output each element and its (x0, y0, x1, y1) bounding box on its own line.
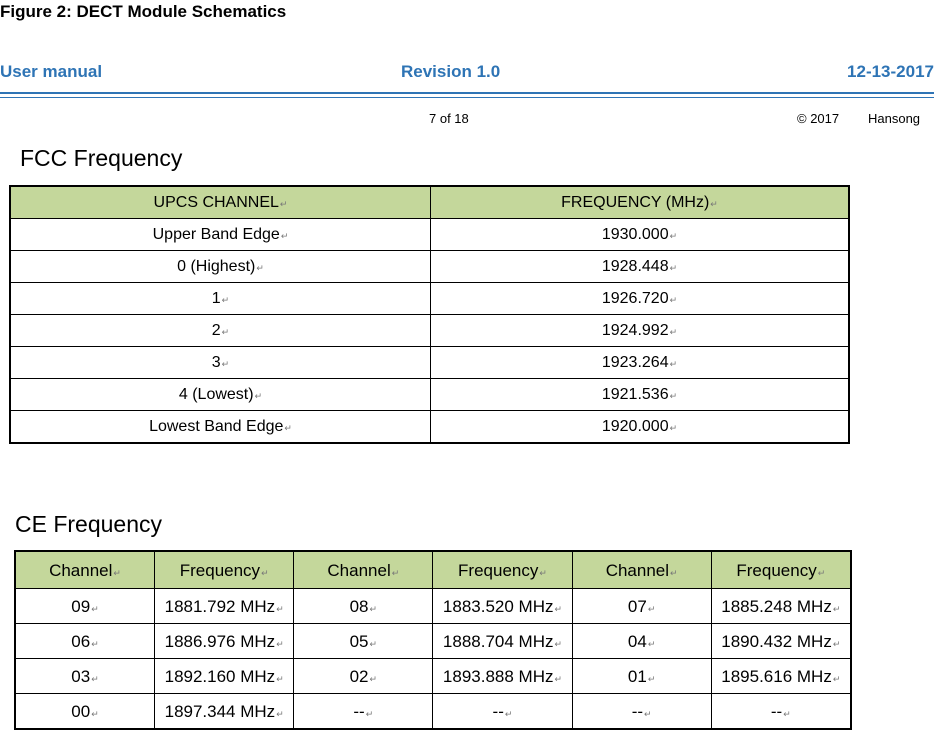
cell-text: 1921.536 (601, 385, 669, 403)
table-row (15, 659, 851, 694)
paragraph-mark-icon: ↵ (669, 422, 678, 433)
table-cell (433, 589, 572, 624)
table-row (10, 251, 849, 283)
paragraph-mark-icon: ↵ (644, 708, 652, 719)
ce-section-title: CE Frequency (15, 511, 163, 537)
paragraph-mark-icon: ↵ (279, 198, 288, 209)
fcc-frequency-table (9, 185, 850, 444)
table-cell (155, 624, 294, 659)
paragraph-mark-icon: ↵ (669, 358, 678, 369)
column-header (10, 186, 431, 219)
table-cell (431, 315, 850, 347)
table-row (15, 624, 851, 659)
paragraph-mark-icon: ↵ (783, 708, 791, 719)
column-header (15, 551, 155, 589)
cell-text: 3 (211, 353, 221, 371)
paragraph-mark-icon: ↵ (391, 567, 400, 578)
table-cell (15, 589, 155, 624)
table-header-row (15, 551, 851, 589)
cell-text: 07 (627, 596, 647, 616)
paragraph-mark-icon: ↵ (832, 638, 841, 649)
cell-text: 1930.000 (601, 225, 669, 243)
header-doc-type: User manual (0, 62, 103, 81)
cell-text: Channel (605, 560, 670, 580)
cell-text: 1888.704 MHz (442, 631, 554, 651)
paragraph-mark-icon: ↵ (669, 262, 678, 273)
cell-text: 03 (71, 666, 91, 686)
table-cell (294, 694, 433, 730)
cell-text: FREQUENCY (MHz) (561, 193, 710, 211)
paragraph-mark-icon: ↵ (91, 603, 99, 614)
paragraph-mark-icon: ↵ (669, 294, 678, 305)
cell-text: -- (353, 701, 365, 721)
table-cell (10, 347, 431, 379)
table-row (10, 283, 849, 315)
paragraph-mark-icon: ↵ (832, 673, 841, 684)
table-row (10, 315, 849, 347)
cell-text: 0 (Highest) (177, 257, 256, 275)
table-cell (433, 659, 572, 694)
cell-text: 08 (349, 596, 369, 616)
cell-text: 1881.792 MHz (164, 596, 276, 616)
paragraph-mark-icon: ↵ (221, 358, 230, 369)
table-cell (294, 624, 433, 659)
paragraph-mark-icon: ↵ (817, 567, 826, 578)
table-cell (10, 251, 431, 283)
paragraph-mark-icon: ↵ (91, 638, 99, 649)
cell-text: 1897.344 MHz (164, 701, 276, 721)
paragraph-mark-icon: ↵ (369, 638, 378, 649)
cell-text: 1920.000 (601, 417, 669, 435)
cell-text: Channel (327, 560, 391, 580)
table-cell (711, 694, 851, 730)
table-cell (431, 379, 850, 411)
cell-text: -- (631, 701, 644, 721)
header-rule-thick (0, 92, 934, 94)
paragraph-mark-icon: ↵ (113, 567, 121, 578)
cell-text: Lowest Band Edge (149, 417, 284, 435)
table-cell (431, 347, 850, 379)
table-row (10, 411, 849, 444)
table-cell (711, 589, 851, 624)
column-header (155, 551, 294, 589)
column-header (431, 186, 850, 219)
table-cell (15, 624, 155, 659)
paragraph-mark-icon: ↵ (221, 326, 230, 337)
cell-text: -- (770, 701, 783, 721)
cell-text: 1895.616 MHz (721, 666, 832, 686)
column-header (294, 551, 433, 589)
cell-text: 09 (71, 596, 91, 616)
table-row (10, 347, 849, 379)
figure-title: Figure 2: DECT Module Schematics (0, 2, 287, 21)
paragraph-mark-icon: ↵ (276, 603, 284, 614)
cell-text: 1893.888 MHz (442, 666, 554, 686)
cell-text: 06 (71, 631, 91, 651)
table-cell (431, 251, 850, 283)
cell-text: 2 (211, 321, 221, 339)
paragraph-mark-icon: ↵ (276, 673, 284, 684)
paragraph-mark-icon: ↵ (554, 603, 563, 614)
header-rule-thin (0, 97, 934, 98)
table-cell (10, 411, 431, 444)
table-cell (15, 694, 155, 730)
fcc-section-title: FCC Frequency (20, 145, 183, 171)
table-cell (433, 624, 572, 659)
column-header (572, 551, 711, 589)
table-cell (10, 379, 431, 411)
cell-text: 1 (211, 289, 221, 307)
cell-text: 00 (71, 701, 91, 721)
table-cell (572, 659, 711, 694)
company-name: Hansong (868, 111, 921, 126)
cell-text: Channel (49, 560, 113, 580)
cell-text: 1926.720 (601, 289, 669, 307)
paragraph-mark-icon: ↵ (280, 230, 289, 241)
cell-text: 01 (627, 666, 647, 686)
cell-text: 1883.520 MHz (442, 596, 554, 616)
table-cell (431, 411, 850, 444)
cell-text: Frequency (179, 560, 261, 580)
table-row (15, 589, 851, 624)
table-cell (433, 694, 572, 730)
paragraph-mark-icon: ↵ (284, 422, 292, 433)
paragraph-mark-icon: ↵ (369, 603, 378, 614)
paragraph-mark-icon: ↵ (669, 230, 678, 241)
table-cell (155, 659, 294, 694)
paragraph-mark-icon: ↵ (710, 198, 718, 209)
cell-text: -- (492, 701, 504, 721)
header-revision: Revision 1.0 (401, 62, 501, 81)
paragraph-mark-icon: ↵ (832, 603, 841, 614)
table-cell (15, 659, 155, 694)
cell-text: Upper Band Edge (152, 225, 280, 243)
paragraph-mark-icon: ↵ (254, 390, 263, 401)
table-cell (572, 624, 711, 659)
paragraph-mark-icon: ↵ (261, 567, 269, 578)
page-number: 7 of 18 (429, 111, 469, 126)
table-row (10, 219, 849, 251)
table-cell (711, 624, 851, 659)
header-date: 12-13-2017 (847, 62, 934, 81)
paragraph-mark-icon: ↵ (647, 638, 656, 649)
cell-text: 1890.432 MHz (721, 631, 832, 651)
ce-frequency-table (14, 550, 852, 730)
cell-text: 1892.160 MHz (164, 666, 276, 686)
cell-text: 04 (627, 631, 647, 651)
table-cell (10, 315, 431, 347)
paragraph-mark-icon: ↵ (669, 390, 678, 401)
paragraph-mark-icon: ↵ (221, 294, 230, 305)
paragraph-mark-icon: ↵ (276, 638, 284, 649)
cell-text: UPCS CHANNEL (153, 193, 279, 211)
table-cell (155, 694, 294, 730)
paragraph-mark-icon: ↵ (539, 567, 547, 578)
table-cell (431, 283, 850, 315)
paragraph-mark-icon: ↵ (554, 673, 563, 684)
table-cell (294, 589, 433, 624)
table-cell (711, 659, 851, 694)
table-cell (10, 219, 431, 251)
column-header (711, 551, 851, 589)
paragraph-mark-icon: ↵ (91, 673, 99, 684)
cell-text: 1923.264 (601, 353, 669, 371)
cell-text: 4 (Lowest) (178, 385, 254, 403)
table-cell (10, 283, 431, 315)
column-header (433, 551, 572, 589)
paragraph-mark-icon: ↵ (504, 708, 513, 719)
paragraph-mark-icon: ↵ (365, 708, 374, 719)
table-row (10, 379, 849, 411)
table-cell (572, 589, 711, 624)
table-cell (431, 219, 850, 251)
paragraph-mark-icon: ↵ (647, 673, 656, 684)
table-cell (294, 659, 433, 694)
paragraph-mark-icon: ↵ (369, 673, 378, 684)
paragraph-mark-icon: ↵ (669, 326, 678, 337)
copyright: © 2017 (797, 111, 840, 126)
table-row (15, 694, 851, 730)
cell-text: 1885.248 MHz (721, 596, 832, 616)
cell-text: 1928.448 (601, 257, 669, 275)
cell-text: Frequency (736, 560, 817, 580)
paragraph-mark-icon: ↵ (91, 708, 99, 719)
cell-text: 02 (349, 666, 369, 686)
paragraph-mark-icon: ↵ (276, 708, 284, 719)
table-header-row (10, 186, 849, 219)
paragraph-mark-icon: ↵ (647, 603, 656, 614)
cell-text: 05 (349, 631, 369, 651)
table-cell (572, 694, 711, 730)
table-cell (155, 589, 294, 624)
paragraph-mark-icon: ↵ (670, 567, 678, 578)
paragraph-mark-icon: ↵ (554, 638, 563, 649)
cell-text: 1924.992 (601, 321, 669, 339)
cell-text: Frequency (458, 560, 539, 580)
paragraph-mark-icon: ↵ (256, 262, 264, 273)
cell-text: 1886.976 MHz (164, 631, 276, 651)
